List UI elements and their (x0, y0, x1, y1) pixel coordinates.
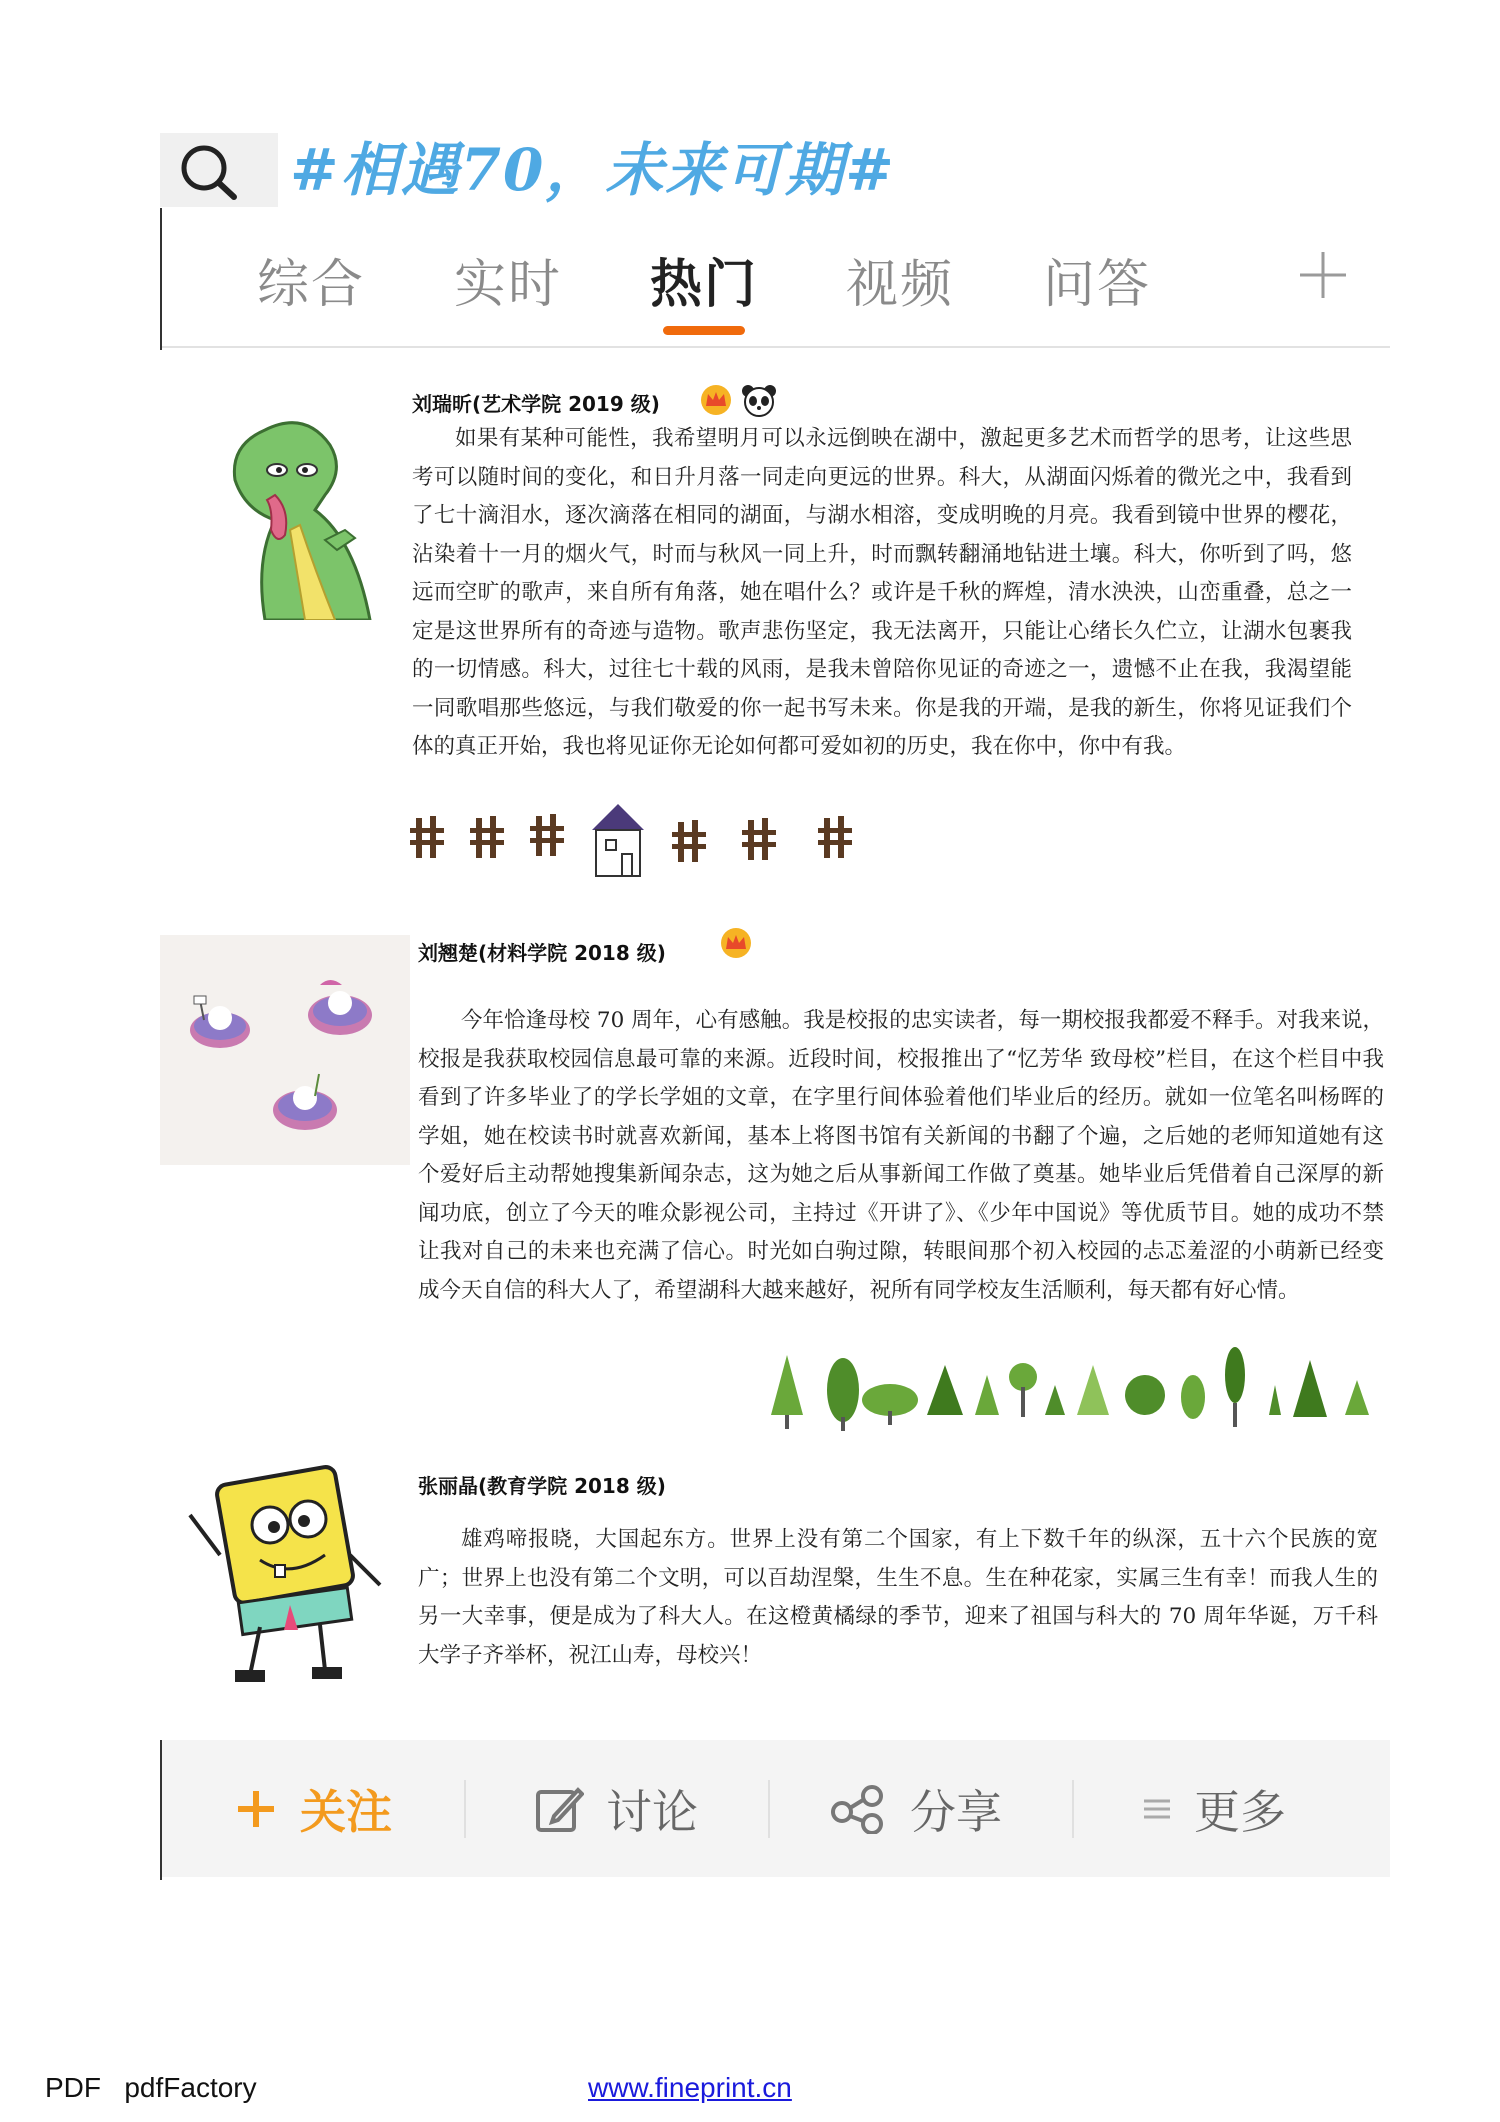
crown-icon (698, 384, 734, 416)
panda-icon (740, 383, 778, 417)
author-name[interactable]: 刘瑞昕(艺术学院 2019 级) (412, 392, 660, 416)
spongebob-illustration (180, 1455, 390, 1695)
left-divider (160, 1740, 162, 1880)
pdf-factory-label: PDF pdfFactory (45, 2072, 257, 2103)
more-label: 更多 (1194, 1784, 1286, 1839)
share-icon (830, 1784, 888, 1834)
post-body: 如果有某种可能性，我希望明月可以永远倒映在湖中，激起更多艺术而哲学的思考，让这些思考可以随时间的变化，和日升月落一同走向更远的世界。科大，从湖面闪烁着的微光之中，我看到了七十滴泪水，逐次滴落在相同的湖面，与湖水相溶，变成明晚的月亮。我看到镜中世界的樱花，沾染着十一月的烟火气，时而与秋风一同上升，时而飘转翻涌地钻进土壤。科大，你听到了吗，悠远而空旷的歌声，来自所有角落，她在唱什么？或许是千秋的辉煌，清水泱泱，山峦重叠，总之一定是这世界所有的奇迹与造物。歌声悲伤坚定，我无法离开，只能让心绪长久伫立，让湖水包裹我的一切情感。科大，过往七十载的风雨，是我未曾陪你见证的奇迹之一，遗憾不止在我，我渴望能一同歌唱那些悠远，与我们敬爱的你一起书写未来。你是我的开端，是我的新生，你将见证我们个体的真正开始，我也将见证你无论如何都可爱如初的历史，我在你中，你中有我。 (412, 426, 1352, 759)
trees-decoration (765, 1345, 1385, 1435)
more-button[interactable] (1142, 1740, 1286, 1877)
author-name[interactable]: 张丽晶(教育学院 2018 级) (418, 1474, 666, 1498)
share-button[interactable] (830, 1740, 1002, 1877)
tab-video[interactable]: 视频 (845, 255, 954, 315)
share-label: 分享 (910, 1784, 1002, 1839)
post-author[interactable] (412, 388, 660, 417)
post-body: 今年恰逢母校 70 周年，心有感触。我是校报的忠实读者，每一期校报我都爱不释手。对我来说，校报是我获取校园信息最可靠的来源。近段时间，校报推出了“忆芳华 致母校”栏目，在这个栏目中我看到了许多毕业了的学长学姐的文章，在字里行间体验着他们毕业后的经历。就如一位笔名叫杨晖的学姐，她在校读书时就喜欢新闻，基本上将图书馆有关新闻的书翻了个遍，之后她的老师知道她有这个爱好后主动帮她搜集新闻杂志，这为她之后从事新闻工作做了奠基。她毕业后凭借着自己深厚的新闻功底，创立了今天的唯众影视公司，主持过《开讲了》、《少年中国说》等优质节目。她的成功不禁让我对自己的未来也充满了信心。时光如白驹过隙，转眼间那个初入校园的忐忑羞涩的小萌新已经变成今天自信的科大人了，希望湖科大越来越好，祝所有同学校友生活顺利，每天都有好心情。 (418, 1008, 1384, 1303)
left-divider (160, 208, 162, 350)
tab-bar-divider (162, 346, 1390, 348)
toolbar-divider (1072, 1780, 1074, 1838)
fence-house-decoration (410, 800, 880, 880)
fineprint-link[interactable]: www.fineprint.cn (588, 2072, 792, 2103)
search-icon (178, 142, 244, 202)
toolbar-divider (768, 1780, 770, 1838)
plus-icon (234, 1787, 278, 1831)
discuss-button[interactable] (534, 1740, 698, 1877)
tab-hot[interactable]: 热门 (649, 255, 758, 315)
post-author[interactable] (418, 1470, 666, 1499)
active-tab-indicator (663, 326, 745, 335)
post-body: 雄鸡啼报晓，大国起东方。世界上没有第二个国家，有上下数千年的纵深，五十六个民族的宽广；世界上也没有第二个文明，可以百劫涅槃，生生不息。生在种花家，实属三生有幸！而我人生的另一大幸事，便是成为了科大人。在这橙黄橘绿的季节，迎来了祖国与科大的 70 周年华诞，万千科大学子齐举杯，祝江山寿，母校兴！ (418, 1527, 1378, 1668)
follow-label: 关注 (300, 1784, 392, 1839)
tab-qa[interactable]: 问答 (1042, 255, 1151, 315)
dinosaur-illustration (205, 410, 405, 620)
follow-button[interactable] (234, 1740, 392, 1877)
post-author[interactable] (418, 937, 666, 966)
house-icon (592, 804, 644, 876)
edit-icon (534, 1784, 584, 1834)
action-toolbar (162, 1740, 1390, 1877)
tab-comprehensive[interactable]: 综合 (256, 255, 365, 315)
donut-illustration (160, 935, 410, 1165)
author-name[interactable]: 刘翘楚(材料学院 2018 级) (418, 941, 666, 965)
toolbar-divider (464, 1780, 466, 1838)
tab-realtime[interactable]: 实时 (453, 255, 562, 315)
plus-icon[interactable] (1296, 248, 1350, 302)
discuss-label: 讨论 (606, 1784, 698, 1839)
search-button[interactable] (160, 133, 278, 207)
hashtag-title: #相遇70，未来可期# (290, 136, 896, 204)
menu-icon (1142, 1796, 1172, 1822)
crown-icon (718, 927, 754, 959)
